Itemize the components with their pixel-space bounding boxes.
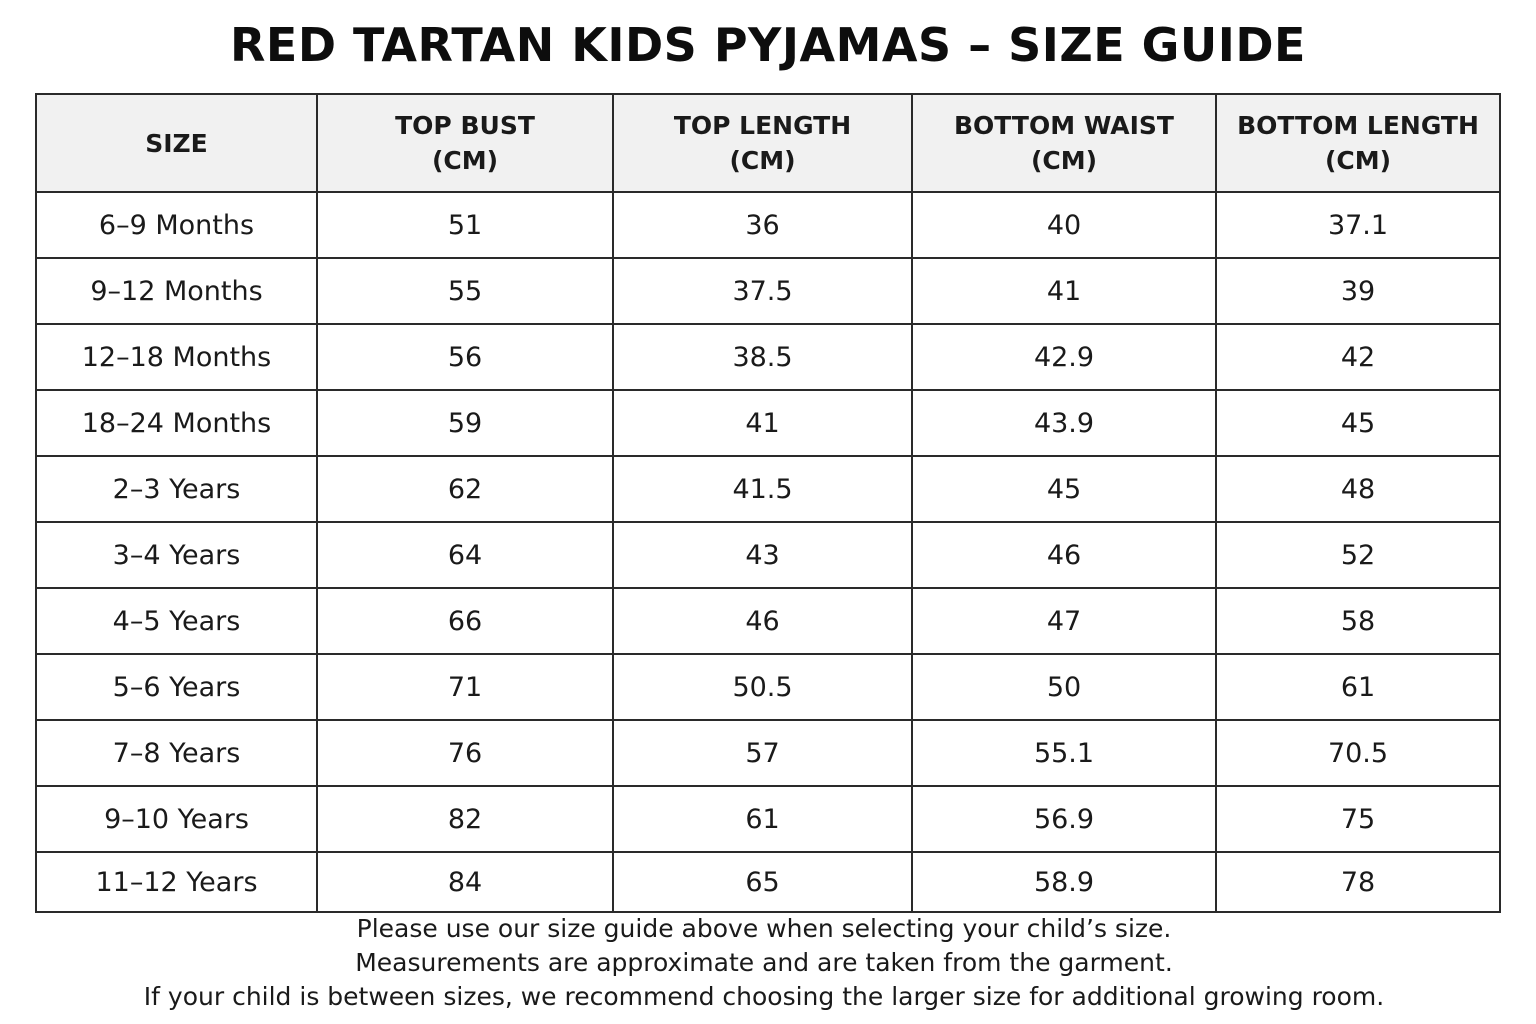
cell-size: 4–5 Years — [36, 588, 317, 654]
cell-top-bust: 76 — [317, 720, 613, 786]
cell-top-bust: 59 — [317, 390, 613, 456]
cell-size: 9–12 Months — [36, 258, 317, 324]
cell-bottom-waist: 42.9 — [912, 324, 1216, 390]
cell-size: 5–6 Years — [36, 654, 317, 720]
cell-bottom-length: 45 — [1216, 390, 1500, 456]
header-size-label: SIZE — [145, 128, 208, 158]
cell-bottom-waist: 41 — [912, 258, 1216, 324]
cell-bottom-length: 37.1 — [1216, 192, 1500, 258]
cell-bottom-waist: 58.9 — [912, 852, 1216, 912]
header-top-bust-label: TOP BUST — [395, 111, 535, 140]
cell-bottom-waist: 50 — [912, 654, 1216, 720]
table-row — [36, 192, 1500, 258]
cell-top-length: 37.5 — [613, 258, 912, 324]
cell-bottom-length: 39 — [1216, 258, 1500, 324]
cell-top-bust: 55 — [317, 258, 613, 324]
cell-bottom-length: 61 — [1216, 654, 1500, 720]
cell-bottom-length: 42 — [1216, 324, 1500, 390]
cell-bottom-length: 48 — [1216, 456, 1500, 522]
cell-bottom-length: 52 — [1216, 522, 1500, 588]
cell-bottom-length: 58 — [1216, 588, 1500, 654]
footer-notes — [0, 912, 1536, 1014]
cell-size: 11–12 Years — [36, 852, 317, 912]
cell-top-bust: 84 — [317, 852, 613, 912]
cell-size: 9–10 Years — [36, 786, 317, 852]
cell-bottom-length: 70.5 — [1216, 720, 1500, 786]
table-body — [36, 192, 1500, 912]
table-row — [36, 390, 1500, 456]
cell-size: 18–24 Months — [36, 390, 317, 456]
cell-top-bust: 66 — [317, 588, 613, 654]
header-row — [36, 94, 1500, 192]
cell-top-length: 43 — [613, 522, 912, 588]
cell-top-length: 65 — [613, 852, 912, 912]
table-header — [36, 94, 1500, 192]
cell-top-length: 57 — [613, 720, 912, 786]
note-line: Please use our size guide above when selecting your child’s size. — [356, 914, 1172, 943]
table-row — [36, 522, 1500, 588]
cell-top-bust: 64 — [317, 522, 613, 588]
note-line: If your child is between sizes, we recommend choosing the larger size for additional growing room. — [143, 982, 1385, 1011]
cell-top-bust: 56 — [317, 324, 613, 390]
cell-size: 6–9 Months — [36, 192, 317, 258]
table-row — [36, 258, 1500, 324]
cell-bottom-waist: 46 — [912, 522, 1216, 588]
cell-top-length: 41.5 — [613, 456, 912, 522]
header-bottom-length-label: BOTTOM LENGTH — [1237, 111, 1479, 140]
cell-size: 3–4 Years — [36, 522, 317, 588]
header-bottom-waist — [912, 94, 1216, 192]
cell-top-length: 50.5 — [613, 654, 912, 720]
note-line: Measurements are approximate and are taken from the garment. — [355, 948, 1173, 977]
table-row — [36, 456, 1500, 522]
cell-bottom-waist: 40 — [912, 192, 1216, 258]
cell-bottom-waist: 56.9 — [912, 786, 1216, 852]
cell-top-length: 46 — [613, 588, 912, 654]
cell-bottom-length: 75 — [1216, 786, 1500, 852]
header-top-length-label: TOP LENGTH — [673, 111, 852, 140]
table-row — [36, 588, 1500, 654]
cell-bottom-waist: 55.1 — [912, 720, 1216, 786]
cell-top-bust: 62 — [317, 456, 613, 522]
table-row — [36, 324, 1500, 390]
header-top-length — [613, 94, 912, 192]
cell-bottom-waist: 45 — [912, 456, 1216, 522]
cell-bottom-waist: 47 — [912, 588, 1216, 654]
cell-top-length: 41 — [613, 390, 912, 456]
cell-top-length: 36 — [613, 192, 912, 258]
cell-top-length: 61 — [613, 786, 912, 852]
page-title: RED TARTAN KIDS PYJAMAS – SIZE GUIDE — [230, 18, 1306, 72]
header-top-length-unit: (CM) — [729, 146, 796, 175]
cell-bottom-waist: 43.9 — [912, 390, 1216, 456]
cell-size: 12–18 Months — [36, 324, 317, 390]
table-row — [36, 654, 1500, 720]
cell-size: 7–8 Years — [36, 720, 317, 786]
cell-top-bust: 71 — [317, 654, 613, 720]
header-bottom-length — [1216, 94, 1500, 192]
header-top-bust-unit: (CM) — [431, 146, 499, 175]
cell-size: 2–3 Years — [36, 456, 317, 522]
header-bottom-waist-unit: (CM) — [1030, 146, 1098, 175]
header-bottom-length-unit: (CM) — [1324, 146, 1392, 175]
cell-top-bust: 51 — [317, 192, 613, 258]
size-guide-table — [35, 93, 1501, 913]
table-row — [36, 720, 1500, 786]
header-bottom-waist-label: BOTTOM WAIST — [954, 111, 1174, 140]
table-row — [36, 852, 1500, 912]
header-size — [36, 94, 317, 192]
header-top-bust — [317, 94, 613, 192]
cell-bottom-length: 78 — [1216, 852, 1500, 912]
cell-top-bust: 82 — [317, 786, 613, 852]
cell-top-length: 38.5 — [613, 324, 912, 390]
table-row — [36, 786, 1500, 852]
